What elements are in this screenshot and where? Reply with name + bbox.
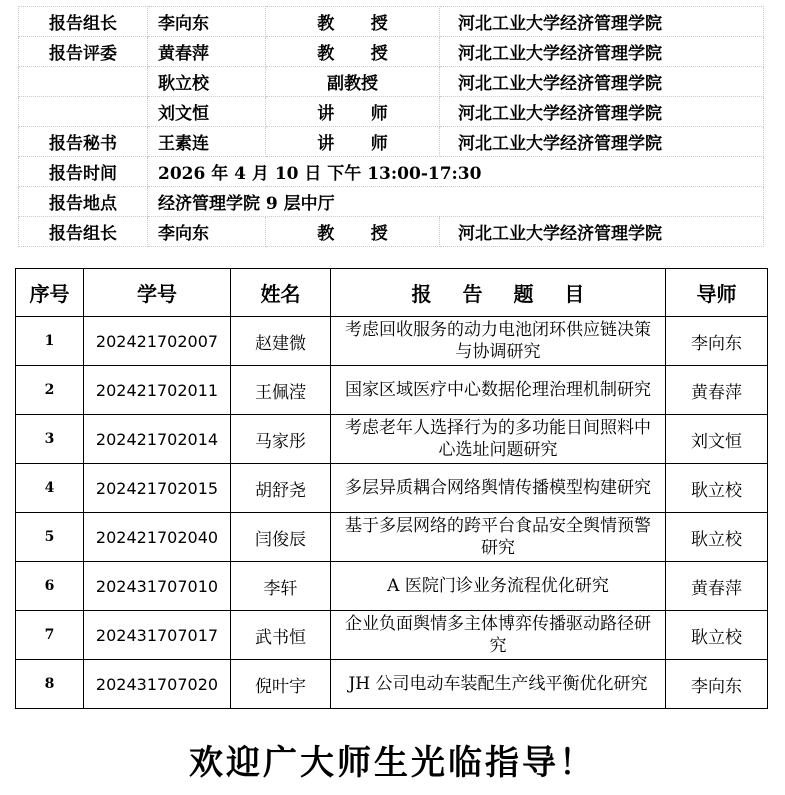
- student-name: 赵建微: [231, 317, 331, 366]
- report-topic: JH 公司电动车装配生产线平衡优化研究: [331, 660, 666, 709]
- student-id: 202421702014: [84, 415, 231, 464]
- student-name: 武书恒: [231, 611, 331, 660]
- report-time: 2026 年 4 月 10 日 下午 13:00-17:30: [148, 157, 764, 187]
- report-topic: 考虑老年人选择行为的多功能日间照料中心选址问题研究: [331, 415, 666, 464]
- report-topic: 国家区域医疗中心数据伦理治理机制研究: [331, 366, 666, 415]
- student-name: 倪叶宇: [231, 660, 331, 709]
- report-place-row: [19, 187, 764, 217]
- header-name: 姓名: [231, 269, 331, 317]
- header-seq: 序号: [16, 269, 84, 317]
- row-label: 报告评委: [19, 37, 148, 67]
- member-org: 河北工业大学经济管理学院: [440, 7, 764, 37]
- committee-row-judge: [19, 67, 764, 97]
- member-title: 教 授: [266, 7, 440, 37]
- report-topic: A 医院门诊业务流程优化研究: [331, 562, 666, 611]
- row-seq: 7: [16, 611, 84, 660]
- member-title: 副教授: [266, 67, 440, 97]
- table-row: [16, 366, 768, 415]
- row-label: [19, 67, 148, 97]
- row-label: [19, 97, 148, 127]
- row-seq: 5: [16, 513, 84, 562]
- student-name: 马家彤: [231, 415, 331, 464]
- member-title: 教 授: [266, 217, 440, 247]
- member-name: 耿立校: [148, 67, 266, 97]
- report-place: 经济管理学院 9 层中厅: [148, 187, 764, 217]
- member-org: 河北工业大学经济管理学院: [440, 67, 764, 97]
- row-label: 报告组长: [19, 217, 148, 247]
- table-row: [16, 415, 768, 464]
- student-name: 李轩: [231, 562, 331, 611]
- member-name: 王素连: [148, 127, 266, 157]
- table-row: [16, 464, 768, 513]
- member-org: 河北工业大学经济管理学院: [440, 97, 764, 127]
- header-advisor: 导师: [666, 269, 768, 317]
- member-org: 河北工业大学经济管理学院: [440, 37, 764, 67]
- row-seq: 1: [16, 317, 84, 366]
- student-id: 202421702007: [84, 317, 231, 366]
- report-topic: 考虑回收服务的动力电池闭环供应链决策与协调研究: [331, 317, 666, 366]
- report-topic: 企业负面舆情多主体博弈传播驱动路径研究: [331, 611, 666, 660]
- advisor-name: 李向东: [666, 660, 768, 709]
- header-topic: 报 告 题 目: [331, 269, 666, 317]
- member-name: 黄春萍: [148, 37, 266, 67]
- advisor-name: 耿立校: [666, 513, 768, 562]
- welcome-message: 欢迎广大师生光临指导！: [189, 743, 596, 783]
- report-topic: 基于多层网络的跨平台食品安全舆情预警研究: [331, 513, 666, 562]
- table-row: [16, 611, 768, 660]
- student-name: 王佩滢: [231, 366, 331, 415]
- table-row: [16, 513, 768, 562]
- member-name: 李向东: [148, 7, 266, 37]
- member-title: 讲 师: [266, 127, 440, 157]
- row-label: 报告秘书: [19, 127, 148, 157]
- row-label: 报告地点: [19, 187, 148, 217]
- row-seq: 6: [16, 562, 84, 611]
- header-student-id: 学号: [84, 269, 231, 317]
- row-seq: 2: [16, 366, 84, 415]
- member-name: 刘文恒: [148, 97, 266, 127]
- student-id: 202421702040: [84, 513, 231, 562]
- committee-row-leader: [19, 7, 764, 37]
- student-id: 202421702011: [84, 366, 231, 415]
- student-id: 202431707017: [84, 611, 231, 660]
- student-name: 胡舒尧: [231, 464, 331, 513]
- committee-info-table: [18, 6, 764, 247]
- advisor-name: 耿立校: [666, 464, 768, 513]
- student-id: 202421702015: [84, 464, 231, 513]
- committee-row-secretary: [19, 127, 764, 157]
- table-row: [16, 317, 768, 366]
- student-name: 闫俊辰: [231, 513, 331, 562]
- member-org: 河北工业大学经济管理学院: [440, 127, 764, 157]
- row-seq: 8: [16, 660, 84, 709]
- advisor-name: 耿立校: [666, 611, 768, 660]
- report-schedule-table: [15, 268, 768, 709]
- member-title: 讲 师: [266, 97, 440, 127]
- row-seq: 4: [16, 464, 84, 513]
- row-seq: 3: [16, 415, 84, 464]
- advisor-name: 李向东: [666, 317, 768, 366]
- committee-row-leader-repeat: [19, 217, 764, 247]
- committee-row-judge: [19, 97, 764, 127]
- student-id: 202431707020: [84, 660, 231, 709]
- table-row: [16, 562, 768, 611]
- report-time-row: [19, 157, 764, 187]
- advisor-name: 黄春萍: [666, 366, 768, 415]
- table-row: [16, 660, 768, 709]
- member-name: 李向东: [148, 217, 266, 247]
- schedule-header-row: [16, 269, 768, 317]
- advisor-name: 黄春萍: [666, 562, 768, 611]
- advisor-name: 刘文恒: [666, 415, 768, 464]
- student-id: 202431707010: [84, 562, 231, 611]
- committee-row-judge: [19, 37, 764, 67]
- member-title: 教 授: [266, 37, 440, 67]
- row-label: 报告组长: [19, 7, 148, 37]
- member-org: 河北工业大学经济管理学院: [440, 217, 764, 247]
- row-label: 报告时间: [19, 157, 148, 187]
- report-topic: 多层异质耦合网络舆情传播模型构建研究: [331, 464, 666, 513]
